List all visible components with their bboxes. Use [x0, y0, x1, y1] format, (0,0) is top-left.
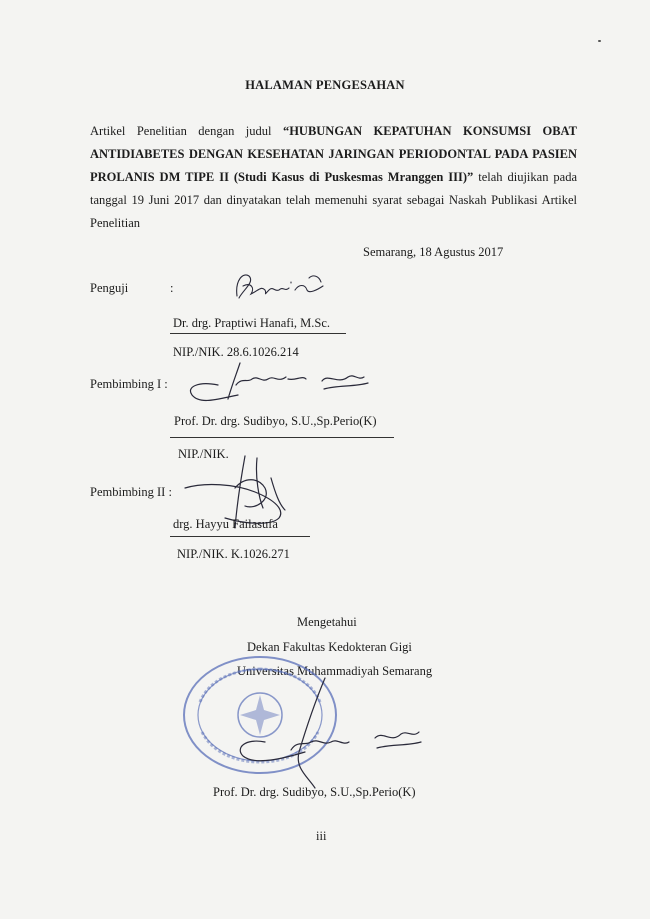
- dean-name: Prof. Dr. drg. Sudibyo, S.U.,Sp.Perio(K): [213, 785, 416, 799]
- supervisor2-name: drg. Hayyu Failasufa: [173, 517, 278, 531]
- examiner-nip: NIP./NIK. 28.6.1026.214: [173, 345, 299, 359]
- supervisor1-name: Prof. Dr. drg. Sudibyo, S.U.,Sp.Perio(K): [174, 414, 377, 428]
- supervisor2-label: Pembimbing II :: [90, 485, 172, 499]
- dean-signature: [215, 672, 435, 802]
- supervisor1-nip: NIP./NIK.: [178, 447, 229, 461]
- examiner-name: Dr. drg. Praptiwi Hanafi, M.Sc.: [173, 316, 331, 330]
- article-title: “HUBUNGAN KEPATUHAN KONSUMSI OBAT ANTIDIABETES DENGAN KESEHATAN JARINGAN PERIODONTAL PADA PASIEN PROLANIS DM TIPE II (Studi Kasus di Puskesmas Mranggen III)”: [90, 124, 577, 184]
- examiner-label: Penguji: [90, 281, 129, 295]
- examiner-signature: [225, 268, 335, 308]
- supervisor1-rule: [170, 437, 394, 438]
- examiner-rule: [170, 333, 346, 334]
- intro-paragraph: [90, 120, 577, 235]
- ack-heading: Mengetahui: [297, 615, 357, 629]
- examiner-colon: :: [170, 281, 174, 295]
- intro-tail: telah diujikan pada tanggal 19 Juni 2017 dan dinyatakan telah memenuhi syarat sebagai Naskah Publikasi Artikel Penelitian: [90, 170, 578, 230]
- supervisor1-label: Pembimbing I :: [90, 377, 168, 391]
- supervisor2-rule: [170, 536, 310, 537]
- supervisor2-nip: NIP./NIK. K.1026.271: [177, 547, 290, 561]
- page-title: HALAMAN PENGESAHAN: [245, 78, 405, 92]
- speck: [598, 40, 601, 42]
- place-date: Semarang, 18 Agustus 2017: [363, 245, 504, 259]
- intro-lead: Artikel Penelitian dengan judul: [90, 124, 283, 138]
- ack-institution: Universitas Muhammadiyah Semarang: [237, 664, 433, 678]
- page-number: iii: [316, 829, 327, 843]
- ack-position: Dekan Fakultas Kedokteran Gigi: [247, 640, 412, 654]
